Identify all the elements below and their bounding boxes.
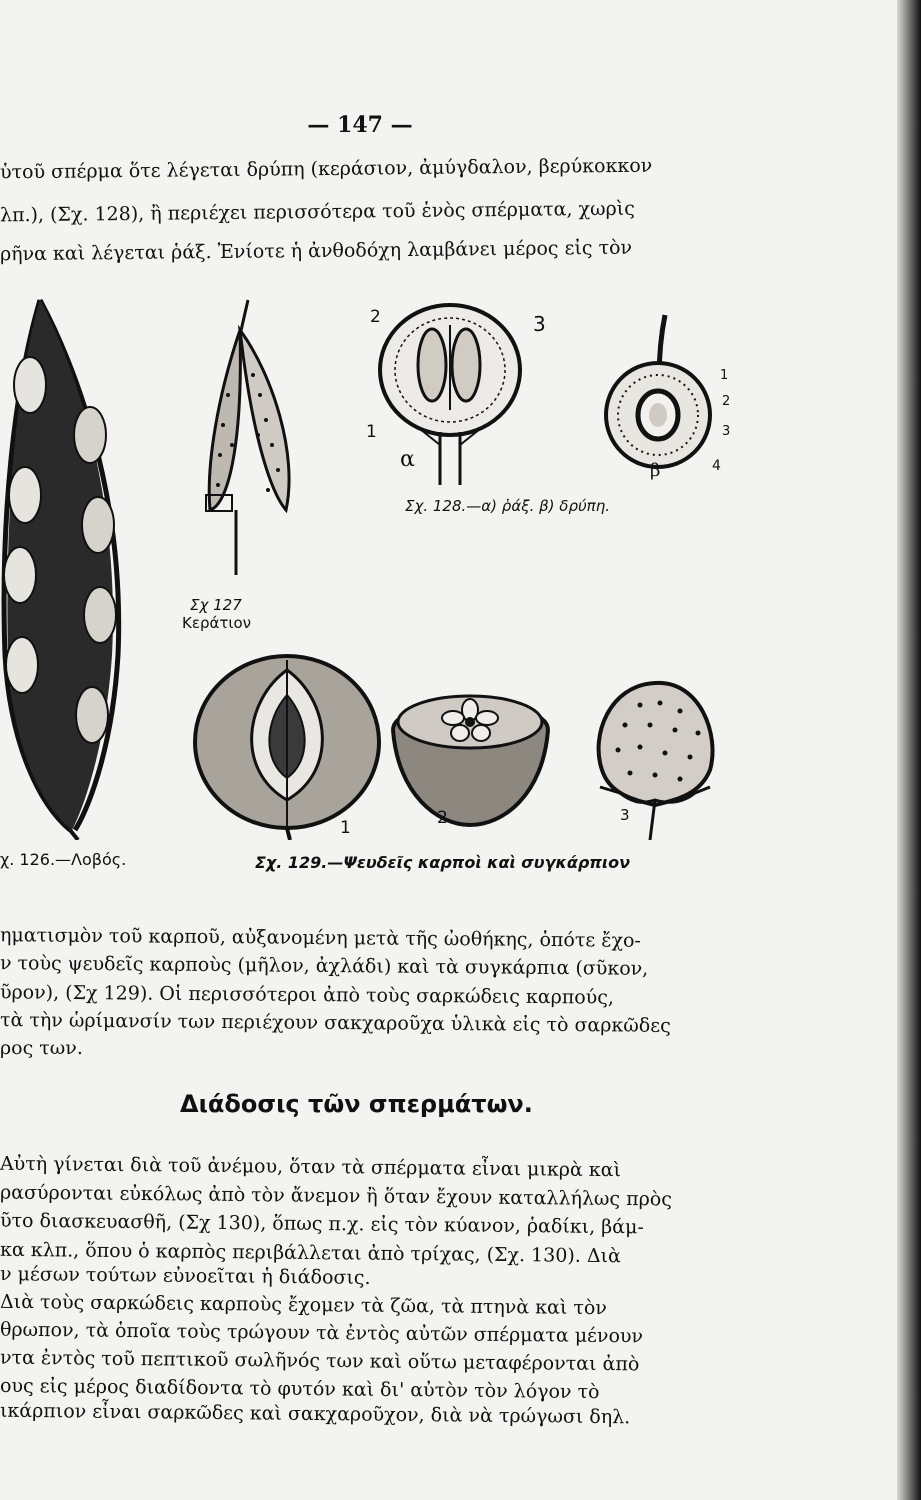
berry-label: 1: [366, 422, 377, 442]
drupe-label: 3: [722, 424, 731, 439]
text-line: ρῆνα καὶ λέγεται ῥάξ. Ἐνίοτε ἡ ἀνθοδόχη λαμβάνει μέρος εἰς τὸν: [0, 236, 633, 266]
berry-label: 3: [533, 312, 546, 336]
text-line: ους εἰς μέρος διαδίδοντα τὸ φυτόν καὶ δι' αὐτὸν τὸν λόγον τὸ: [0, 1374, 600, 1404]
text-line: ρασύρονται εὐκόλως ἀπὸ τὸν ἄνεμον ἢ ὅταν ἔχουν καταλλήλως πρὸς: [0, 1181, 673, 1211]
text-line: ὑτοῦ σπέρμα ὅτε λέγεται δρύπη (κεράσιον, ἀμύγδαλον, βερύκοκκον: [0, 154, 653, 184]
text-line: ντα ἐντὸς τοῦ πεπτικοῦ σωλῆνός των καὶ οὕτω μεταφέρονται ἀπὸ: [0, 1346, 640, 1376]
text-line: τὰ τὴν ὡρίμανσίν των περιέχουν σακχαροῦχα ὑλικὰ εἰς τὸ σαρκῶδες: [0, 1009, 671, 1037]
page-number: — 147 —: [307, 112, 413, 138]
text-line: ν μέσων τούτων εὐνοεῖται ἡ διάδοσις.: [0, 1263, 371, 1289]
text-line: Διὰ τοὺς σαρκώδεις καρποὺς ἔχομεν τὰ ζῶα, τὰ πτηνὰ καὶ τὸν: [0, 1290, 608, 1320]
figure-127-caption-name: Κεράτιον: [182, 614, 252, 632]
strawberry-illustration: [580, 675, 730, 845]
figure-127-caption: Σχ 127: [190, 596, 242, 614]
text-line: Αὐτὴ γίνεται διὰ τοῦ ἀνέμου, ὅταν τὰ σπέρματα εἶναι μικρὰ καὶ: [0, 1152, 622, 1182]
text-line: κα κλπ., ὅπου ὁ καρπὸς περιβάλλεται ἀπὸ τρίχας, (Σχ. 130). Διὰ: [0, 1238, 622, 1268]
pea-pod-illustration: [0, 295, 130, 840]
drupe-beta-label: β: [650, 460, 661, 481]
text-line: θρωπον, τὰ ὁποῖα τοὺς τρώγουν τὰ ἐντὸς αὐτῶν σπέρματα μένουν: [0, 1318, 644, 1348]
page-edge-shadow: [897, 0, 921, 1500]
berry-label: 2: [370, 307, 381, 327]
drupe-cross-section-illustration: [590, 310, 720, 475]
section-heading: Διάδοσις τῶν σπερμάτων.: [180, 1090, 533, 1118]
fig-fruit-label: 2: [437, 808, 448, 828]
berry-alpha-label: α: [400, 447, 415, 472]
text-line: ρος των.: [0, 1037, 83, 1059]
strawberry-label: 3: [620, 806, 630, 824]
text-line: ῦτο διασκευασθῆ, (Σχ 130), ὅπως π.χ. εἰς τὸν κύανον, ῥαδίκι, βάμ-: [0, 1209, 644, 1239]
apple-label: 1: [340, 818, 351, 838]
drupe-label: 4: [712, 458, 721, 474]
text-line: ηματισμὸν τοῦ καρποῦ, αὐξανομένη μετὰ τῆς ὠοθήκης, ὁπότε ἔχο-: [0, 924, 641, 952]
text-line: ν τοὺς ψευδεῖς καρποὺς (μῆλον, ἀχλάδι) καὶ τὰ συγκάρπια (σῦκον,: [0, 952, 649, 980]
text-line: ικάρπιον εἶναι σαρκῶδες καὶ σακχαροῦχον, διὰ νὰ τρώγωσι δηλ.: [0, 1399, 631, 1429]
berry-cross-section-illustration: [360, 300, 540, 485]
figure-129-caption: Σχ. 129.—Ψευδεῖς καρποὶ καὶ συγκάρπιον: [255, 853, 631, 872]
text-line: λπ.), (Σχ. 128), ἢ περιέχει περισσότερα τοῦ ἑνὸς σπέρματα, χωρὶς: [0, 197, 635, 227]
figure-126-caption: χ. 126.—Λοβός.: [0, 850, 127, 869]
figure-128-caption: Σχ. 128.—α) ῥάξ. β) δρύπη.: [405, 497, 610, 515]
carob-illustration: [198, 295, 303, 580]
drupe-label: 1: [720, 368, 729, 383]
text-line: ῦρον), (Σχ 129). Οἱ περισσότεροι ἀπὸ τοὺς σαρκώδεις καρπούς,: [0, 981, 615, 1009]
fig-fruit-cross-section-illustration: [383, 680, 558, 830]
drupe-label: 2: [722, 394, 731, 409]
apple-cross-section-illustration: [190, 650, 385, 840]
